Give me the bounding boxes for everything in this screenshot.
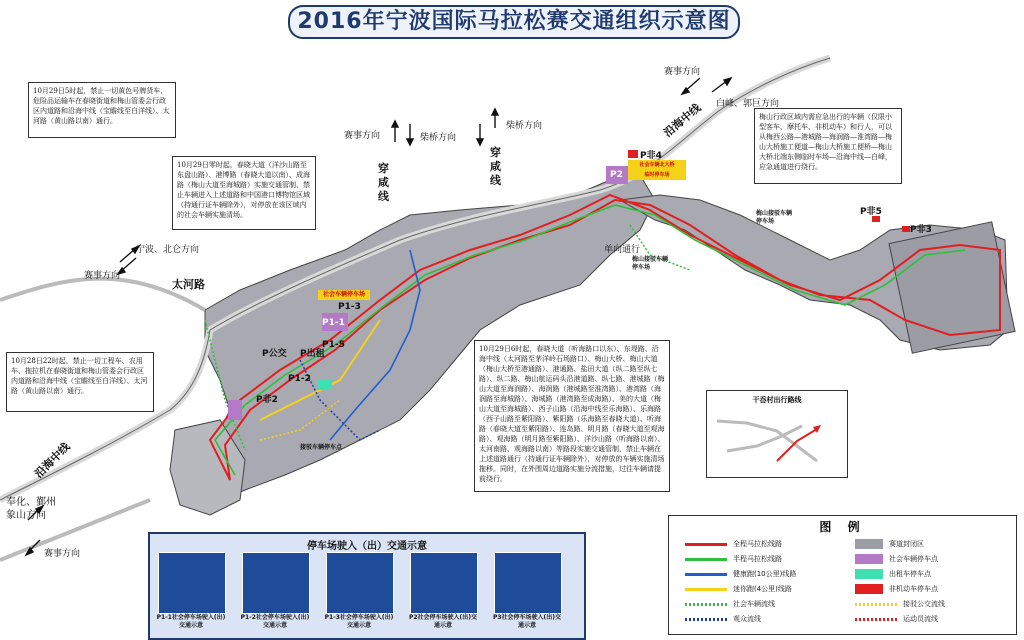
note-meishan: 梅山行政区域内需应急出行的车辆（仅限小型客车、摩托车、非机动车）和行人，可以从梅西公路—港城路—海润路—淮湾路—梅山大桥施工便道—梅山大桥施工便桥—梅山大桥北端东侧临时车场—沿海中线—白峰，应急通道进行绕行。 [754, 108, 902, 184]
legend-swatch [855, 603, 897, 606]
legend-item [685, 553, 845, 565]
label-pfei3: P非3 [910, 225, 932, 235]
sign-meishan-1: 梅山接驳车辆 停车场 [756, 210, 793, 225]
inset-route [707, 391, 847, 477]
legend-label: 运动员流线 [903, 615, 938, 623]
page-title: 2016年宁波国际马拉松赛交通组织示意图 [288, 5, 740, 39]
label-pgj: P公交 [262, 349, 287, 359]
parking-taxi [318, 380, 332, 390]
note-oct29-0am: 10月29日零时起，春晓大道（洋沙山路至东盘山路）、港博路（春晓大道以南）、成海路（梅山大道至海城路）实施交通管制，禁止车辆进入上述道路和中国港口博物馆区域（持通行证车辆除外），对停放在该区域内的社会车辆实施清场。 [172, 156, 316, 230]
closed-zone-far-east [889, 222, 1015, 353]
parking-caption-p13: P1-3社会停车场驶入(出)交通示意 [324, 614, 394, 629]
parking-diagram-p11 [158, 552, 226, 614]
label-p11: P1-1 [322, 318, 345, 328]
legend-label: 健康跑(10公里)线路 [733, 570, 797, 578]
legend-label: 半程马拉松线路 [733, 555, 782, 563]
legend-item [685, 568, 845, 580]
legend-swatch [685, 543, 727, 546]
dir-chaisang-2: 柴桥方向 [506, 121, 543, 131]
label-p12: P1-2 [288, 374, 311, 384]
legend-item [855, 583, 1015, 595]
legend-swatch [855, 618, 897, 621]
dir-oneway: 单向通行 [604, 245, 641, 255]
road-coast-left: 沿海中线 [32, 440, 73, 481]
road-taihe: 太河路 [172, 278, 205, 291]
dir-race-bottom: 赛事方向 [44, 549, 81, 559]
parking-caption-p12: P1-2社会停车场驶入(出)交通示意 [240, 614, 310, 629]
parking-panel-title: 停车场驶入（出）交通示意 [307, 541, 427, 552]
note-oct29-6am: 10月29日6时起，春晓大道（听海路口以东）、东堤路、沿海中线（太河路至茅洋岭石场路口）、梅山大桥、梅山大道（梅山大桥至港通路）、港通路、盐田大道（纵二路至纵七路）、纵二路、梅山航运码头沿港道路、纵七路、港城路（梅山大道至海润路）、海润路（港城路至淮湾路）、港湾路（海润路至海城路）、海城路（港湾路至成海路）、美的大道（梅山大道至海城路）、西子山路（沿海中线至乐海路）、乐海路（西子山路至紫阳路）、紫阳路（乐海路至春晓大道）、听海路（春晓大道至紫阳路）、连岛路、明月路（春晓大道至观海路）、观海路（明月路至紫阳路）、洋沙山路（听海路以南）、太河南路、观海路以南）等路段实施交通管制，禁止车辆在上述道路通行（持通行证车辆除外），对停放的车辆实施清场拖移。同时，在外围周边道路实施分流措施，过往车辆请提前绕行。 [474, 340, 670, 492]
sign-north-bridge-text: 社会车辆北大桥 临时停车场 [639, 162, 675, 178]
label-pfei4: P非4 [640, 151, 662, 161]
legend-item [685, 613, 845, 625]
dir-race-left: 赛事方向 [84, 271, 121, 281]
parking-caption-p11: P1-1社会停车场驶入(出)交通示意 [156, 614, 226, 629]
label-p15: P1-5 [322, 340, 345, 350]
parking-caption-p3: P3社会停车场驶入(出)交通示意 [492, 614, 562, 629]
legend-swatch [685, 588, 727, 591]
legend-item [855, 553, 1015, 565]
parking-bike-3 [902, 226, 910, 232]
road-chuanxian-1: 穿 咸 线 [378, 162, 389, 203]
sign-shuttle: 接驳车辆停车点 [300, 444, 343, 451]
sign-social-parking-text: 社会车辆停车场 [322, 291, 365, 298]
legend-item [685, 598, 845, 610]
note-oct29-5am: 10月29日5时起，禁止一切黄色号牌货车、危险品运输车在春晓街道和梅山管委会行政区内道路和沿海中线（宝瞻线至白洋线）、太河路（黄山路以南）通行。 [28, 82, 176, 138]
dir-fenghua: 奉化、鄞州 象山方向 [6, 497, 56, 521]
legend-item [855, 613, 1015, 625]
legend-item [855, 538, 1015, 550]
legend-label: 社会车辆流线 [733, 600, 775, 608]
parking-diagram-p12 [242, 552, 310, 614]
dir-chaisang-1: 柴桥方向 [420, 133, 457, 143]
legend-label: 社会车辆停车点 [889, 555, 938, 563]
legend-label: 接驳公交流线 [903, 600, 945, 608]
road-coast-right: 沿海中线 [661, 101, 704, 140]
legend [668, 515, 1017, 635]
sign-meishan-2: 梅山接驳车辆 停车场 [632, 256, 669, 271]
road-chuanxian-2: 穿 咸 线 [490, 146, 501, 187]
legend-label: 出租车停车点 [889, 570, 931, 578]
legend-swatch [685, 573, 727, 576]
dir-race-mid: 赛事方向 [344, 131, 381, 141]
dir-baifeng: 白峰、郭巨方向 [716, 99, 780, 109]
label-p13: P1-3 [338, 302, 361, 312]
legend-swatch [685, 618, 727, 621]
legend-item [855, 598, 1015, 610]
label-pfei5: P非5 [860, 207, 882, 217]
parking-diagram-p3 [494, 552, 562, 614]
legend-label: 非机动车停车点 [889, 585, 938, 593]
legend-label: 观众流线 [733, 615, 761, 623]
legend-swatch [855, 569, 883, 579]
label-pcz: P出租 [300, 349, 325, 359]
inset-ganao [706, 390, 848, 478]
legend-swatch [855, 584, 883, 594]
legend-item [685, 583, 845, 595]
label-p2: P2 [610, 170, 623, 180]
legend-swatch [685, 558, 727, 561]
parking-caption-p2: P2社会停车场驶入(出)交通示意 [408, 614, 478, 629]
legend-label: 迷你跑(4公里)线路 [733, 585, 792, 593]
parking-diagram-p13 [326, 552, 394, 614]
parking-access-panel [148, 532, 586, 640]
parking-diagram-p2 [410, 552, 478, 614]
inset-title: 干岙村出行路线 [752, 396, 802, 404]
dir-ningbo: 宁波、北仑方向 [136, 245, 200, 255]
legend-swatch [685, 603, 727, 606]
legend-label: 全程马拉松线路 [733, 540, 782, 548]
parking-bike-4 [628, 150, 638, 158]
note-oct28-22: 10月28日22时起，禁止一切工程车、农用车、拖拉机在春晓街道和梅山管委会行政区内道路和沿海中线（宝瞻线至白洋线）、太河路（黄山路以南）通行。 [6, 352, 154, 412]
legend-swatch [855, 539, 883, 549]
legend-item [685, 538, 845, 550]
legend-label: 赛道封闭区 [889, 540, 924, 548]
legend-title: 图 例 [819, 520, 866, 534]
legend-item [855, 568, 1015, 580]
dir-race-top: 赛事方向 [664, 67, 701, 77]
label-pb2: P非2 [256, 395, 278, 405]
parking-social-zone [228, 400, 242, 420]
legend-swatch [855, 554, 883, 564]
